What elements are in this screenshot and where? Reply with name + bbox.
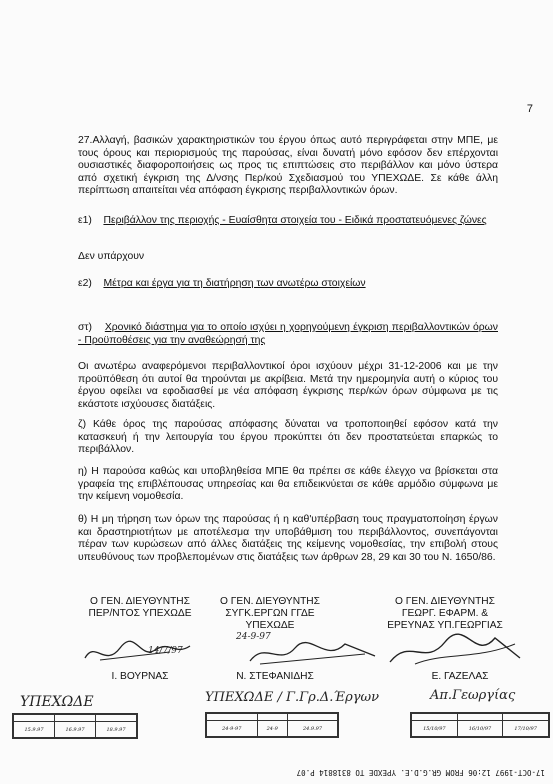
signature-name-1: Ι. ΒΟΥΡΝΑΣ — [111, 671, 169, 682]
stamp-2-date-1: 24-9-97 — [207, 721, 258, 737]
receipt-stamp-1 — [12, 713, 138, 739]
fax-header-strip — [45, 766, 545, 778]
receipt-stamp-2 — [205, 712, 339, 738]
handwritten-label-left: ΥΠΕΧΩΔΕ — [20, 694, 94, 710]
signature-2-date: 24-9-97 — [236, 632, 271, 642]
signature-title-2: Ο ΓΕΝ. ΔΙΕΥΘΥΝΤΗΣ ΣΥΓΚ.ΕΡΓΩΝ ΓΓΔΕ ΥΠΕΧΩΔΕ — [220, 596, 320, 631]
section-st — [78, 322, 498, 347]
receipt-stamp-3 — [410, 712, 550, 738]
handwritten-label-right: Απ.Γεωργίας — [430, 688, 516, 703]
e1-text: Δεν υπάρχουν — [78, 251, 145, 262]
e2-label: ε2) — [78, 278, 92, 289]
signature-title-1: Ο ΓΕΝ. ΔΙΕΥΘΥΝΤΗΣ ΠΕΡ/ΝΤΟΣ ΥΠΕΧΩΔΕ — [88, 596, 192, 619]
stamp-3-date-2: 16/10/97 — [457, 721, 503, 737]
e1-title: Περιβάλλον της περιοχής - Ευαίσθητα στοιχεία του - Ειδικά προστατευόμενες ζώνες — [103, 215, 487, 226]
st-text: Οι ανωτέρω αναφερόμενοι περιβαλλοντικοί όροι ισχύουν μέχρι 31-12-2006 και με την προϋπόθεση ότι αυτοί θα τηρούνται με ακρίβεια. Μετά την ημερομηνία αυτή ο κύριος του έργου οφείλει να εφοδιασθεί με νέα απόφαση έγκρισης περ/κών όρων σύμφωνα με τις εκάστοτε ισχύουσες διατάξεις. — [78, 361, 498, 410]
stamp-3-date-3: 17/10/97 — [503, 721, 549, 737]
signature-name-2: Ν. ΣΤΕΦΑΝΙΔΗΣ — [236, 671, 314, 682]
signature-title-3: Ο ΓΕΝ. ΔΙΕΥΘΥΝΤΗΣ ΓΕΩΡΓ. ΕΦΑΡΜ. & ΕΡΕΥΝΑΣ ΥΠ.ΓΕΩΡΓΙΑΣ — [387, 596, 503, 631]
stamp-1-date-2: 16.9.97 — [55, 722, 96, 738]
stamp-1-date-3: 18.9.97 — [96, 722, 137, 738]
paragraph-27: 27.Αλλαγή, βασικών χαρακτηριστικών του έργου όπως αυτό περιγράφεται στην ΜΠΕ, με τους όρους και περιορισμούς της παρούσας, είναι δυνατή μόνο εφόσον δεν επέρχονται ουσιαστικές διαφοροποιήσεις ως προς τις επιπτώσεις στο περιβάλλον και μόνο ύστερα από σχετική έγκριση της Δ/νσης Περ/κού Σχεδιασμού του ΥΠΕΧΩΔΕ. Σε κάθε άλλη περίπτωση απαιτείται νέα απόφαση έγκρισης περιβαλλοντικών όρων. — [78, 135, 498, 197]
e1-label: ε1) — [78, 215, 92, 226]
stamp-2-date-2: 24-9 — [257, 721, 287, 737]
signature-3-scribble — [385, 632, 525, 672]
stamp-3-date-1: 15/10/97 — [412, 721, 458, 737]
st-title: Χρονικό διάστημα για το οποίο ισχύει η χορηγούμενη έγκριση περιβαλλοντικών όρων - Προϋποθέσεις για την αναθεώρησή της — [78, 322, 498, 346]
signature-name-3: Ε. ΓΑΖΕΛΑΣ — [431, 671, 489, 682]
section-e2 — [78, 278, 498, 291]
page-number: 7 — [526, 103, 533, 115]
paragraph-th: θ) Η μη τήρηση των όρων της παρούσας ή η καθ'υπέρβαση τους πραγματοποίηση έργων και δραστηριοτήτων με αποτέλεσμα την υποβάθμιση του περιβάλλοντος, συνεπάγονται πέραν των κυρώσεων από άλλες διατάξεις της κείμενης νομοθεσίας, την επιβολή στους υπευθύνους των προβλεπομένων στις διατάξεις των άρθρων 28, 29 και 30 του Ν. 1650/86. — [78, 514, 498, 563]
paragraph-h: η) Η παρούσα καθώς και υποβληθείσα ΜΠΕ θα πρέπει σε κάθε έλεγχο να βρίσκεται στα γραφεία της επιβλέπουσας υπηρεσίας και θα επιδεικνύεται σε κάθε αρμόδιο σύμφωνα με την κείμενη νομοθεσία. — [78, 466, 498, 503]
handwritten-label-middle: ΥΠΕΧΩΔΕ / Γ.Γρ.Δ.Έργων — [205, 690, 380, 705]
stamp-1-date-1: 15.9.97 — [14, 722, 55, 738]
stamp-2-date-3: 24.9.97 — [287, 721, 337, 737]
section-e1 — [78, 215, 498, 228]
paragraph-z: ζ) Κάθε όρος της παρούσας απόφασης δύναται να τροποποιηθεί εφόσον κατά την κατασκευή ή την λειτουργία του έργου προκύπτει ότι δεν προστατεύεται επαρκώς το περιβάλλον. — [78, 419, 498, 456]
signature-1-date: 14/7/97 — [148, 646, 183, 656]
fax-header: 17-OCT-1997 12:06 FROM GR.G.D.E. YPEXDE TO 8318814 P.07 — [296, 768, 545, 777]
e2-title: Μέτρα και έργα για τη διατήρηση των ανωτέρω στοιχείων — [103, 278, 366, 289]
st-label: στ) — [78, 322, 92, 333]
